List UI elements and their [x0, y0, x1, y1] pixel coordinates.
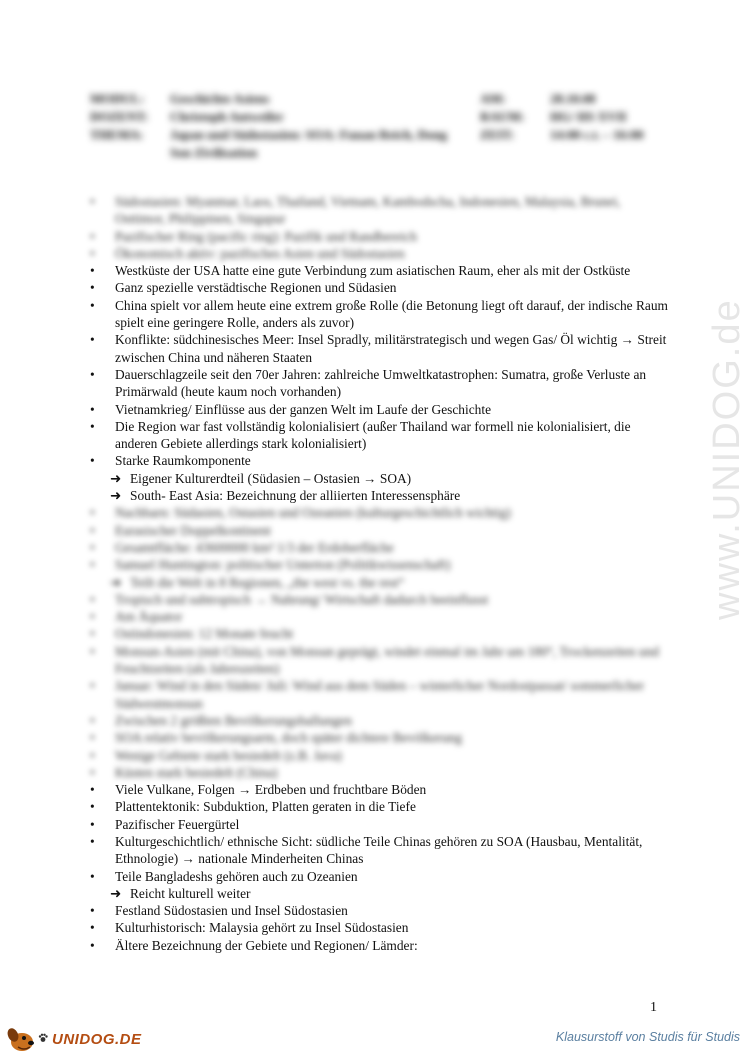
list-item: • Eurasischer Doppelkontinent	[90, 522, 271, 538]
bullet-icon: •	[90, 194, 95, 209]
bullet-icon: •	[90, 263, 95, 279]
sub-item: ➜ Teilt die Welt in 8 Regionen, „the west vs. the rest“	[110, 574, 405, 590]
list-item: • Plattentektonik: Subduktion, Platten geraten in die Tiefe	[90, 799, 416, 815]
list-item: • Ostindonesien: 12 Monate feucht	[90, 626, 294, 642]
arrow-icon: ➜	[110, 574, 122, 590]
bullet-icon: •	[90, 557, 95, 573]
bullet-icon: •	[90, 868, 95, 884]
bullet-icon: •	[90, 643, 95, 659]
header-value: HG/ HS XVII	[550, 109, 627, 124]
list-item: • Kulturgeschichtlich/ ethnische Sicht: südliche Teile Chinas gehören zu SOA (Hausbau, Mentalität, Ethnologie) → nationale Minderheiten Chinas	[90, 833, 643, 867]
bullet-icon: •	[90, 816, 95, 832]
bullet-icon: •	[90, 920, 95, 936]
list-item: • Januar: Wind in den Süden/ Juli: Wind aus dem Süden – winterlicher Nordostpassat/ sommerlicher Südwestmonsun	[90, 678, 645, 711]
list-item: • Tropisch und subtropisch → Nahrung/ Wirtschaft dadurch beeinflusst	[90, 591, 489, 607]
bullet-icon: •	[90, 609, 95, 625]
bullet-icon: •	[90, 712, 95, 728]
header-value: Geschichte Asiens	[170, 91, 270, 106]
bullet-icon: •	[90, 522, 95, 538]
arrow-icon: ➜	[110, 470, 122, 486]
page-number: 1	[650, 1000, 657, 1015]
header-row-thema	[90, 126, 670, 162]
bullet-icon: •	[90, 626, 95, 642]
list-item: • Teile Bangladeshs gehören auch zu Ozeanien	[90, 868, 358, 884]
bullet-icon: •	[90, 782, 95, 798]
bullet-icon: •	[90, 539, 95, 555]
header-label: RAUM:	[480, 109, 525, 124]
document-header	[90, 90, 670, 162]
list-item: • SOA relativ bevölkerungsarm, doch später dichtere Bevölkerung	[90, 730, 462, 746]
header-value: 28.10.08	[550, 91, 596, 106]
header-value: 14:00 c.t. – 16:00	[550, 127, 644, 142]
bullet-icon: •	[90, 903, 95, 919]
sub-item: ➜ South- East Asia: Bezeichnung der alliierten Interessensphäre	[110, 488, 461, 504]
list-item: • Zwischen 2 größten Bevölkerungsballungen	[90, 712, 352, 728]
sub-item: ➜ Eigener Kulturerdteil (Südasien – Ostasien → SOA)	[110, 470, 412, 486]
header-label: AM:	[480, 91, 506, 106]
bullet-icon: •	[90, 401, 95, 417]
list-item: • Viele Vulkane, Folgen → Erdbeben und fruchtbare Böden	[90, 782, 427, 798]
sub-item: ➜ Reicht kulturell weiter	[110, 885, 251, 901]
list-item: • Festland Südostasien und Insel Südostasien	[90, 903, 348, 919]
header-label: MODUL:	[90, 91, 145, 106]
list-item: • Nachbarn: Südasien, Ostasien und Ozeanien (kulturgeschichtlich wichtig)	[90, 505, 511, 521]
arrow-icon: ➜	[110, 885, 122, 901]
dog-mascot-icon	[6, 1025, 36, 1053]
bullet-icon: •	[90, 297, 95, 313]
list-item: • Wenige Gebiete stark besiedelt (z.B. Java)	[90, 747, 342, 763]
bullet-icon: •	[90, 228, 95, 244]
list-item: • Ökonomisch aktiv: pazifisches Asien und Südostasien	[90, 245, 405, 261]
paw-icon	[38, 1033, 48, 1046]
list-item: • Gesamtfläche: 43600000 km² 1/3 der Erdoberfläche	[90, 539, 394, 555]
header-label: DOZENT:	[90, 109, 149, 124]
bullet-icon: •	[90, 418, 95, 434]
bullet-icon: •	[90, 937, 95, 953]
header-row-modul	[90, 90, 670, 108]
list-item: • Ganz spezielle verstädtische Regionen und Südasien	[90, 280, 397, 296]
unidog-logo[interactable]	[6, 1025, 142, 1053]
list-item: • Dauerschlagzeile seit den 70er Jahren: zahlreiche Umweltkatastrophen: Sumatra, große Verluste an Primärwald (heute kaum noch vorhanden)	[90, 366, 647, 400]
bullet-icon: •	[90, 366, 95, 382]
arrow-icon: ➜	[110, 488, 122, 504]
list-item: • Pazifischer Ring (pacific ring): Pazifik und Randbereich	[90, 228, 417, 244]
bullet-icon: •	[90, 280, 95, 296]
list-item: • Am Äquator	[90, 609, 183, 625]
bullet-list	[90, 193, 670, 954]
bullet-icon: •	[90, 332, 95, 348]
header-value: Japan und Südostasien: SOA: Funan Reich, Dong Son Zivilisation	[170, 127, 448, 160]
bullet-icon: •	[90, 730, 95, 746]
list-item: • Die Region war fast vollständig kolonialisiert (außer Thailand war formell nie kolonialisiert, die anderen Gebiete allerdings stark kolonialisiert)	[90, 418, 631, 452]
bullet-icon: •	[90, 799, 95, 815]
bullet-icon: •	[90, 764, 95, 780]
header-value: Christoph Antweiler	[170, 109, 284, 124]
watermark: www.UNIDOG.de	[706, 298, 748, 620]
bullet-icon: •	[90, 833, 95, 849]
list-item: • Kulturhistorisch: Malaysia gehört zu Insel Südostasien	[90, 920, 409, 936]
list-item: • Samuel Huntington: politischer Unterton (Politikwissenschaft)	[90, 557, 451, 573]
bullet-icon: •	[90, 591, 95, 607]
logo-text: UNIDOG.DE	[52, 1030, 142, 1048]
list-item: • Vietnamkrieg/ Einflüsse aus der ganzen Welt im Laufe der Geschichte	[90, 401, 492, 417]
list-item: • Konflikte: südchinesisches Meer: Insel Spradly, militärstrategisch und wegen Gas/ Öl wichtig → Streit zwischen China und näheren Staaten	[90, 332, 667, 365]
header-row-dozent	[90, 108, 670, 126]
list-item: • Ältere Bezeichnung der Gebiete und Regionen/ Lämder:	[90, 937, 418, 953]
list-item: • Starke Raumkomponente	[90, 453, 251, 469]
header-label: ZEIT:	[480, 127, 515, 142]
list-item: • Küsten stark besiedelt (China)	[90, 764, 278, 780]
bullet-icon: •	[90, 678, 95, 694]
header-label: THEMA:	[90, 127, 144, 142]
list-item: • Pazifischer Feuergürtel	[90, 816, 240, 832]
list-item: • Monsun-Asien (mit China), von Monsun geprägt, windet einmal im Jahr um 180°, Trockenzeiten und Feuchtzeiten (als Jahreszeiten)	[90, 643, 659, 677]
bullet-icon: •	[90, 505, 95, 521]
bullet-icon: •	[90, 747, 95, 763]
bullet-icon: •	[90, 245, 95, 261]
list-item: • Südostasien: Myanmar, Laos, Thailand, Vietnam, Kambodscha, Indonesien, Malaysia, Brunei, Osttimor, Philippinen, Singapur	[90, 194, 621, 227]
list-item: • China spielt vor allem heute eine extrem große Rolle (die Betonung liegt oft darauf, der indische Raum spielt eine geringere Rolle, anders als zuvor)	[90, 297, 668, 331]
list-item: • Westküste der USA hatte eine gute Verbindung zum asiatischen Raum, eher als mit der Ostküste	[90, 263, 631, 279]
bullet-icon: •	[90, 453, 95, 469]
footer-tagline: Klausurstoff von Studis für Studis	[555, 1030, 740, 1044]
